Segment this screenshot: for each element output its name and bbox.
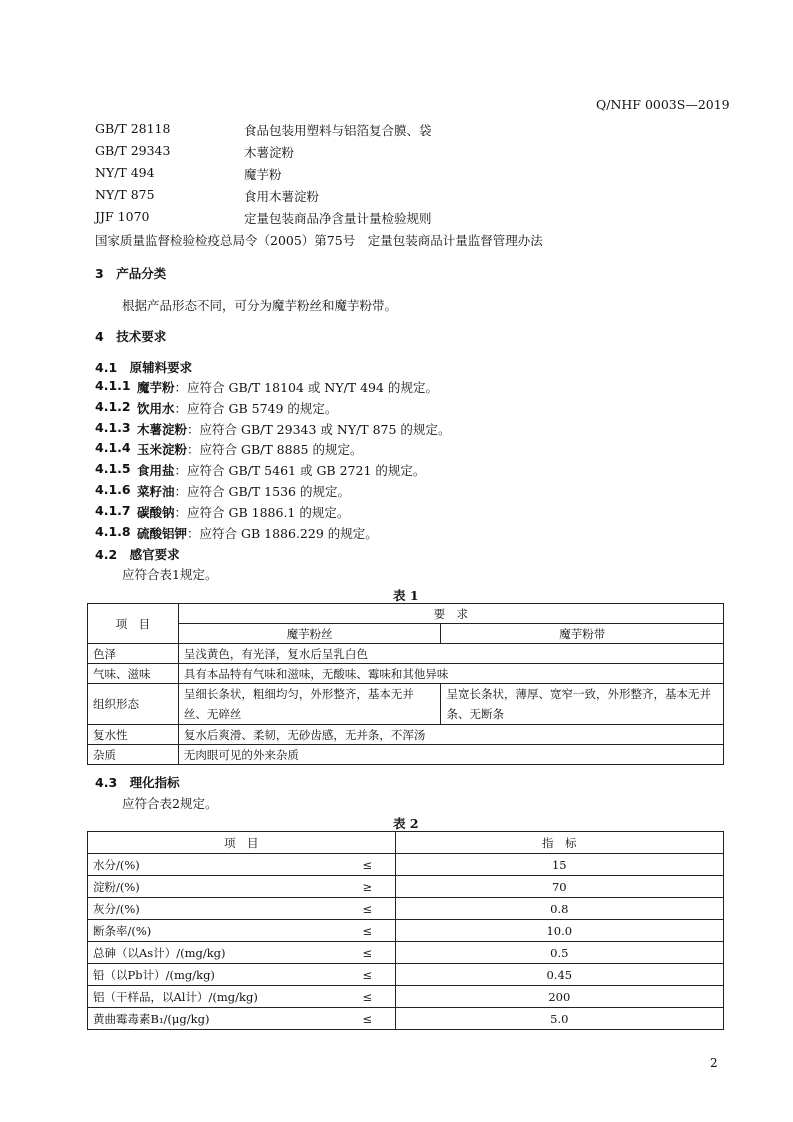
table-cell: 总砷（以As计）/(mg/kg)	[88, 942, 341, 964]
table-row	[88, 986, 724, 1008]
table-row	[88, 725, 724, 745]
table-cell-value: 5.0	[395, 1008, 723, 1030]
clause-number: 4.1.6	[95, 482, 131, 497]
reference-title: 定量包装商品净含量计量检验规则	[244, 211, 432, 226]
clause-name: 木薯淀粉	[137, 422, 188, 437]
reference-code: JJF 1070	[95, 209, 150, 224]
table-header-requirement: 要 求	[178, 604, 723, 624]
table-cell: 灰分/(%)	[88, 898, 341, 920]
clause-body: ：应符合 GB/T 5461 或 GB 2721 的规定。	[174, 463, 426, 478]
reference-title: 食品包装用塑料与铝箔复合膜、袋	[244, 123, 432, 138]
clause-body: ：应符合 GB 5749 的规定。	[174, 401, 338, 416]
clause-name: 硫酸铝钾	[137, 526, 188, 541]
table-cell: 组织形态	[88, 684, 179, 725]
table-cell: 杂质	[88, 745, 179, 765]
table-cell-operator: ≤	[340, 964, 395, 986]
reference-code: NY/T 875	[95, 187, 155, 202]
reference-title: 木薯淀粉	[244, 145, 295, 160]
table-header-noodle: 魔芋粉丝	[178, 624, 441, 644]
section-heading-4-2: 4.2 感官要求	[95, 547, 180, 562]
table-row	[88, 832, 724, 854]
section-4-2-body: 应符合表1规定。	[122, 567, 218, 582]
table-cell-operator: ≤	[340, 986, 395, 1008]
table-cell: 黄曲霉毒素B₁/(μg/kg)	[88, 1008, 341, 1030]
table-header-item: 项 目	[88, 604, 179, 644]
page-number: 2	[710, 1056, 718, 1070]
table-cell: 呈细长条状，粗细均匀，外形整齐，基本无并丝、无碎丝	[178, 684, 441, 725]
table-cell-operator: ≥	[340, 876, 395, 898]
table-header-ribbon: 魔芋粉带	[441, 624, 724, 644]
table-cell-value: 0.5	[395, 942, 723, 964]
table-cell-operator: ≤	[340, 854, 395, 876]
table-cell-operator: ≤	[340, 920, 395, 942]
table-row	[88, 684, 724, 725]
table-row	[88, 745, 724, 765]
section-heading-4-3: 4.3 理化指标	[95, 775, 180, 790]
table-row	[88, 898, 724, 920]
clause-number: 4.1.8	[95, 524, 131, 539]
table-row	[88, 854, 724, 876]
table-cell-value: 200	[395, 986, 723, 1008]
clause-number: 4.1.5	[95, 461, 131, 476]
clause-text	[137, 503, 349, 521]
section-heading-4: 4 技术要求	[95, 329, 167, 344]
table-row	[88, 664, 724, 684]
table-cell: 断条率/(%)	[88, 920, 341, 942]
table-cell: 具有本品特有气味和滋味，无酸味、霉味和其他异味	[178, 664, 723, 684]
clause-text	[137, 420, 450, 438]
table-cell: 无肉眼可见的外来杂质	[178, 745, 723, 765]
standard-number: Q/NHF 0003S—2019	[596, 97, 730, 112]
clause-text	[137, 440, 362, 458]
table-row	[88, 1008, 724, 1030]
clause-body: ：应符合 GB/T 8885 的规定。	[187, 442, 363, 457]
table-cell-value: 10.0	[395, 920, 723, 942]
table-row	[88, 624, 724, 644]
table-cell-value: 0.45	[395, 964, 723, 986]
table-cell: 淀粉/(%)	[88, 876, 341, 898]
table-cell: 气味、滋味	[88, 664, 179, 684]
clause-number: 4.1.2	[95, 399, 131, 414]
clause-text	[137, 482, 350, 500]
table-row	[88, 604, 724, 624]
table-row	[88, 942, 724, 964]
table-2	[87, 831, 724, 1030]
section-heading-4-1: 4.1 原辅料要求	[95, 360, 193, 375]
reference-title: 食用木薯淀粉	[244, 189, 320, 204]
clause-number: 4.1.1	[95, 378, 131, 393]
clause-name: 魔芋粉	[137, 380, 175, 395]
table-cell-value: 0.8	[395, 898, 723, 920]
table-cell: 水分/(%)	[88, 854, 341, 876]
clause-body: ：应符合 GB 1886.229 的规定。	[187, 526, 378, 541]
reference-long: 国家质量监督检验检疫总局令（2005）第75号 定量包装商品计量监督管理办法	[95, 233, 543, 248]
reference-code: NY/T 494	[95, 165, 155, 180]
table-header-item: 项 目	[88, 832, 396, 854]
section-heading-3: 3 产品分类	[95, 266, 167, 281]
clause-body: ：应符合 GB/T 18104 或 NY/T 494 的规定。	[174, 380, 438, 395]
clause-body: ：应符合 GB/T 1536 的规定。	[174, 484, 350, 499]
table-row	[88, 644, 724, 664]
clause-name: 玉米淀粉	[137, 442, 188, 457]
table-row	[88, 876, 724, 898]
table-row	[88, 920, 724, 942]
reference-title: 魔芋粉	[244, 167, 282, 182]
clause-body: ：应符合 GB/T 29343 或 NY/T 875 的规定。	[187, 422, 451, 437]
reference-code: GB/T 29343	[95, 143, 171, 158]
table-cell-operator: ≤	[340, 942, 395, 964]
table-cell: 复水性	[88, 725, 179, 745]
table-cell: 铅（以Pb计）/(mg/kg)	[88, 964, 341, 986]
table-2-caption: 表 2	[393, 816, 419, 831]
table-cell: 复水后爽滑、柔韧，无砂齿感，无并条，不浑汤	[178, 725, 723, 745]
table-cell: 色泽	[88, 644, 179, 664]
clause-text	[137, 378, 438, 396]
table-cell-operator: ≤	[340, 898, 395, 920]
section-4-3-body: 应符合表2规定。	[122, 796, 218, 811]
table-1	[87, 603, 724, 765]
reference-code: GB/T 28118	[95, 121, 171, 136]
clause-text	[137, 461, 425, 479]
table-1-caption: 表 1	[393, 588, 419, 603]
clause-name: 饮用水	[137, 401, 175, 416]
table-cell: 呈宽长条状，薄厚、宽窄一致，外形整齐，基本无并条、无断条	[441, 684, 724, 725]
table-cell-operator: ≤	[340, 1008, 395, 1030]
clause-number: 4.1.4	[95, 440, 131, 455]
clause-name: 菜籽油	[137, 484, 175, 499]
clause-name: 碳酸钠	[137, 505, 175, 520]
clause-number: 4.1.3	[95, 420, 131, 435]
clause-number: 4.1.7	[95, 503, 131, 518]
clause-body: ：应符合 GB 1886.1 的规定。	[174, 505, 350, 520]
clause-text	[137, 399, 337, 417]
table-row	[88, 964, 724, 986]
table-cell: 呈浅黄色，有光泽，复水后呈乳白色	[178, 644, 723, 664]
table-cell-value: 70	[395, 876, 723, 898]
section-3-body: 根据产品形态不同，可分为魔芋粉丝和魔芋粉带。	[122, 298, 398, 313]
table-header-index: 指 标	[395, 832, 723, 854]
table-cell-value: 15	[395, 854, 723, 876]
table-cell: 铝（干样品，以Al计）/(mg/kg)	[88, 986, 341, 1008]
clause-text	[137, 524, 378, 542]
clause-name: 食用盐	[137, 463, 175, 478]
